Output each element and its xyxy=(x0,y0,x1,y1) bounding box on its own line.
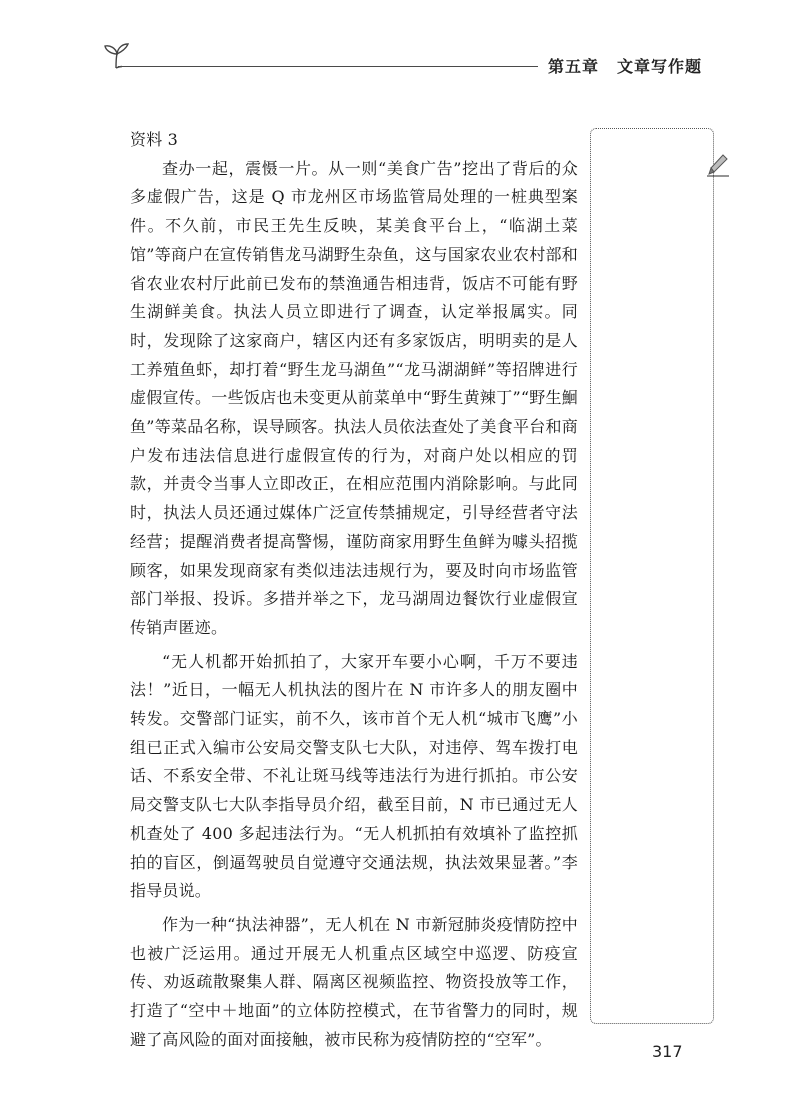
pencil-icon xyxy=(703,150,731,178)
paragraph-3: 作为一种“执法神器”，无人机在 N 市新冠肺炎疫情防控中也被广泛运用。通过开展无人机重点区域空中巡逻、防疫宣传、劝返疏散聚集人群、隔离区视频监控、物资投放等工作，打造了“空中＋地面”的立体防控模式，在节省警力的同时，规避了高风险的面对面接触，被市民称为疫情防控的“空军”。 xyxy=(130,914,578,1049)
material-content xyxy=(130,126,578,1055)
chapter-title: 文章写作题 xyxy=(617,57,703,76)
page-number: 317 xyxy=(652,1042,683,1061)
header-rule xyxy=(118,66,538,67)
paragraph-2: “无人机都开始抓拍了，大家开车要小心啊，千万不要违法！”近日，一幅无人机执法的图片在 N 市许多人的朋友圈中转发。交警部门证实，前不久，该市首个无人机“城市飞鹰”小组已正式入编市公安局交警支队七大队，对违停、驾车拨打电话、不系安全带、不礼让斑马线等违法行为进行抓拍。市公安局交警支队七大队李指导员介绍，截至目前，N 市已通过无人机查处了 400 多起违法行为。“无人机抓拍有效填补了监控抓拍的盲区，倒逼驾驶员自觉遵守交通法规，执法效果显著。”李指导员说。 xyxy=(130,651,578,901)
paragraph-1: 查办一起，震慑一片。从一则“美食广告”挖出了背后的众多虚假广告，这是 Q 市龙州区市场监管局处理的一桩典型案件。不久前，市民王先生反映，某美食平台上，“临湖土菜馆”等商户在宣传销售龙马湖野生杂鱼，这与国家农业农村部和省农业农村厅此前已发布的禁渔通告相违背，饭店不可能有野生湖鲜美食。执法人员立即进行了调查，认定举报属实。同时，发现除了这家商户，辖区内还有多家饭店，明明卖的是人工养殖鱼虾，却打着“野生龙马湖鱼”“龙马湖湖鲜”等招牌进行虚假宣传。一些饭店也未变更从前菜单中“野生黄辣丁”“野生鮰鱼”等菜品名称，误导顾客。执法人员依法查处了美食平台和商户发布违法信息进行虚假宣传的行为，对商户处以相应的罚款，并责令当事人立即改正，在相应范围内消除影响。与此同时，执法人员还通过媒体广泛宣传禁捕规定，引导经营者守法经营；提醒消费者提高警惕，谨防商家用野生鱼鲜为噱头招揽顾客，如果发现商家有类似违法违规行为，要及时向市场监管部门举报、投诉。多措并举之下，龙马湖周边餐饮行业虚假宣传销声匿迹。 xyxy=(130,158,578,637)
notes-box xyxy=(590,128,714,1024)
chapter-header xyxy=(548,54,702,77)
material-label: 资料 3 xyxy=(130,130,179,149)
chapter-number: 第五章 xyxy=(548,57,600,76)
